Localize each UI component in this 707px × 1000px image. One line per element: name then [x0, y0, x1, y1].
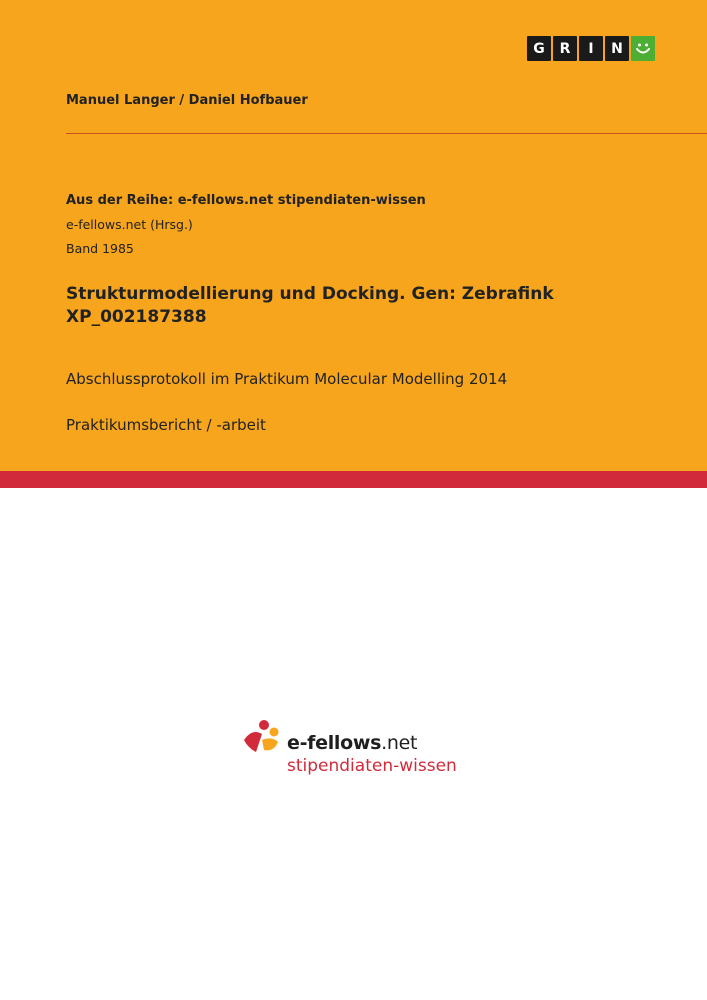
efellows-name-suffix: .net [381, 732, 418, 754]
red-band [0, 471, 707, 488]
authors: Manuel Langer / Daniel Hofbauer [66, 93, 308, 108]
grin-logo [527, 36, 655, 61]
smile-icon [631, 36, 655, 61]
volume-number: Band 1985 [66, 241, 134, 256]
cover-top-panel [0, 0, 707, 471]
efellows-tagline: stipendiaten-wissen [287, 756, 457, 776]
editor: e-fellows.net (Hrsg.) [66, 217, 193, 232]
efellows-logo [240, 718, 480, 782]
divider-line [66, 133, 707, 134]
book-subtitle: Abschlussprotokoll im Praktikum Molecular Modelling 2014 [66, 370, 508, 388]
book-title: Strukturmodellierung und Docking. Gen: Zebrafink XP_002187388 [66, 284, 554, 327]
efellows-wordmark [287, 732, 417, 754]
document-type: Praktikumsbericht / -arbeit [66, 416, 266, 434]
grin-letter-g: G [527, 36, 551, 61]
grin-letter-r: R [553, 36, 577, 61]
efellows-mark-icon [240, 718, 282, 760]
grin-letter-i: I [579, 36, 603, 61]
efellows-name-bold: e-fellows [287, 732, 382, 754]
series-name: Aus der Reihe: e-fellows.net stipendiaten-wissen [66, 193, 426, 208]
grin-letter-n: N [605, 36, 629, 61]
